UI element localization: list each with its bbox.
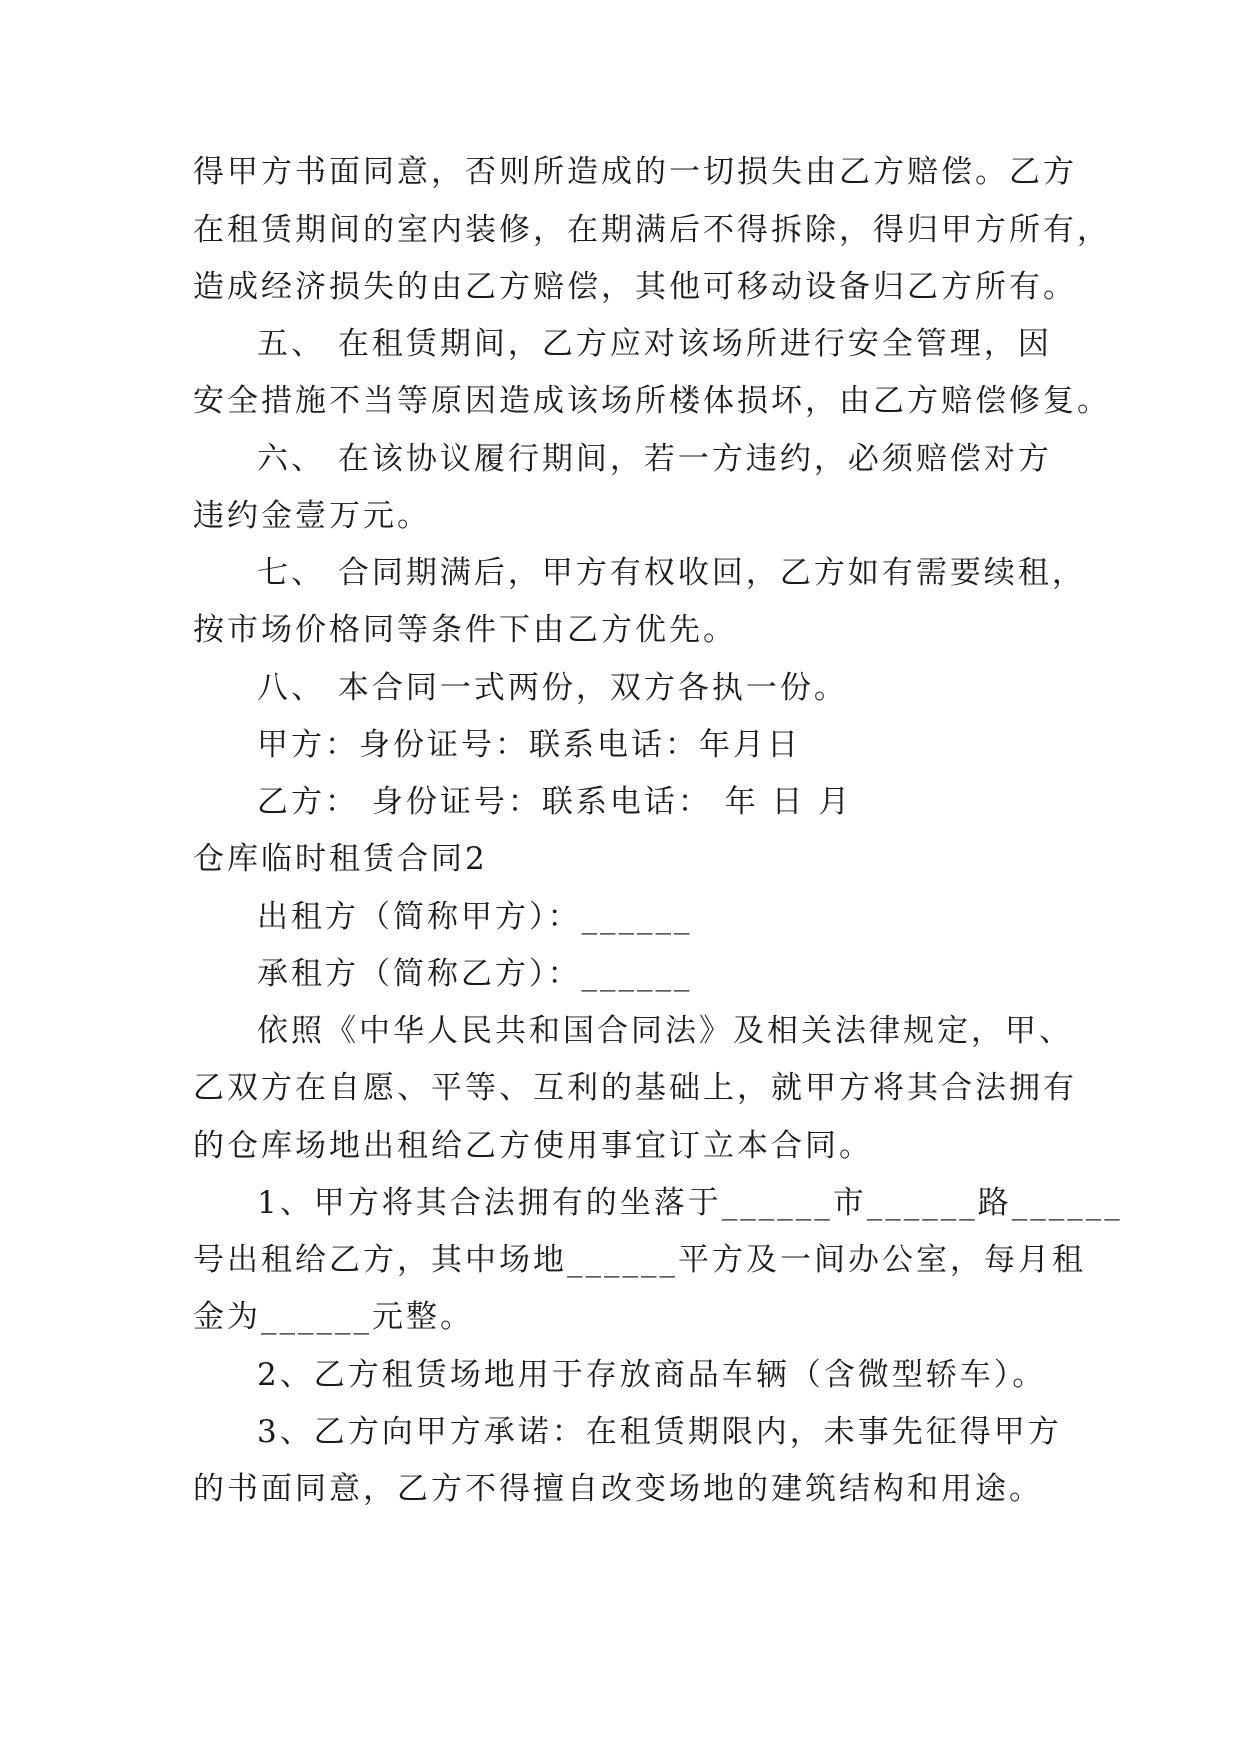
text-line: 造成经济损失的由乙方赔偿，其他可移动设备归乙方所有。: [193, 269, 1077, 305]
lessee-line: 承租方（简称乙方）：______: [257, 956, 693, 992]
text-line: 的仓库场地出租给乙方使用事宜订立本合同。: [193, 1128, 873, 1164]
article-1: 1、甲方将其合法拥有的坐落于______市______路______: [257, 1185, 1123, 1221]
party-b-signature-line: 乙方： 身份证号：联系电话： 年 日 月: [257, 784, 853, 820]
text-line: 的书面同意，乙方不得擅自改变场地的建筑结构和用途。: [193, 1471, 1043, 1507]
lessor-line: 出租方（简称甲方）：______: [257, 899, 693, 935]
clause-8: 八、 本合同一式两份，双方各执一份。: [257, 670, 848, 706]
text-line: 安全措施不当等原因造成该场所楼体损坏，由乙方赔偿修复。: [193, 383, 1111, 419]
text-line: 金为______元整。: [193, 1299, 474, 1335]
clause-6: 六、 在该协议履行期间，若一方违约，必须赔偿对方: [257, 441, 1052, 477]
text-line: 乙双方在自愿、平等、互利的基础上，就甲方将其合法拥有: [193, 1070, 1077, 1106]
text-line: 按市场价格同等条件下由乙方优先。: [193, 612, 737, 648]
text-line: 得甲方书面同意，否则所造成的一切损失由乙方赔偿。乙方: [193, 154, 1077, 190]
text-line: 违约金壹万元。: [193, 498, 431, 534]
text-line: 在租赁期间的室内装修，在期满后不得拆除，得归甲方所有，: [193, 212, 1111, 248]
article-2: 2、乙方租赁场地用于存放商品车辆（含微型轿车）。: [257, 1357, 1047, 1393]
preamble-paragraph: 依照《中华人民共和国合同法》及相关法律规定，甲、: [257, 1013, 1073, 1049]
contract-title: 仓库临时租赁合同2: [193, 841, 488, 877]
party-a-signature-line: 甲方：身份证号：联系电话：年月日: [257, 727, 801, 763]
clause-7: 七、 合同期满后，甲方有权收回，乙方如有需要续租，: [257, 555, 1086, 591]
text-line: 号出租给乙方，其中场地______平方及一间办公室，每月租: [193, 1242, 1086, 1278]
clause-5: 五、 在租赁期间，乙方应对该场所进行安全管理，因: [257, 326, 1052, 362]
article-3: 3、乙方向甲方承诺：在租赁期限内，未事先征得甲方: [257, 1414, 1062, 1450]
